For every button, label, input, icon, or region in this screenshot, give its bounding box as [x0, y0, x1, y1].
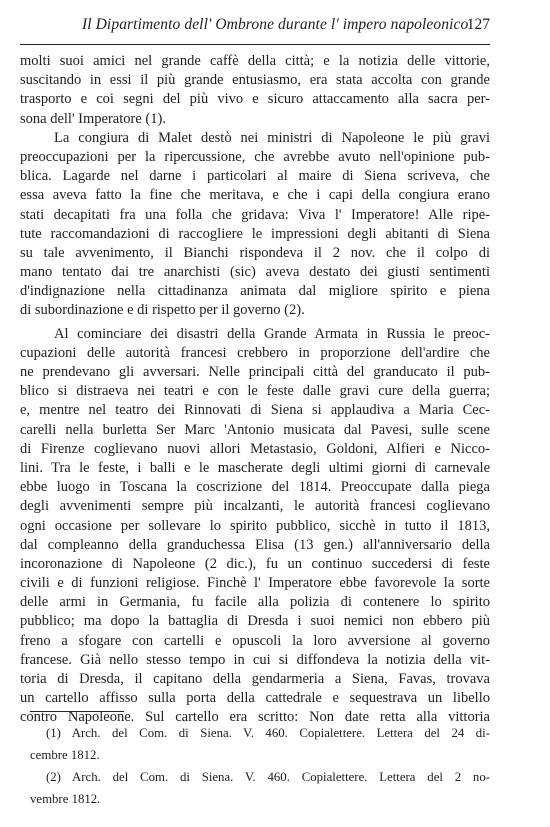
text-line: molti suoi amici nel grande caffè della città; e la notizia delle vittorie, [20, 53, 490, 69]
text-line: tute raccomandazioni di raccogliere le impressioni degli abitanti di Siena [20, 225, 490, 242]
text-line: civili e di funzioni religiose. Finchè l' Imperatore ebbe favorevole la sorte [20, 575, 490, 592]
footnotes [30, 722, 490, 810]
text-line: carelli nella burletta Ser Marc 'Antonio musicata dal Pavesi, sulle scene [20, 421, 490, 438]
text-line: su tale avvenimento, il Bianchi rispondeva il 2 nov. che il colpo di [20, 244, 490, 261]
running-title: Il Dipartimento dell' Ombrone durante l' impero napoleonico [82, 16, 469, 33]
footnote-line: vembre 1812. [30, 792, 101, 806]
text-line: blico si distraeva nei teatri e con le feste dalle gravi cure della guerra; [20, 383, 490, 400]
text-line: toria di Dresda, il capitano della gendarmeria a Siena, Favas, trovava [20, 671, 490, 687]
page-number: 127 [466, 16, 490, 33]
text-line: di subordinazione e di rispetto per il governo (2). [20, 302, 305, 319]
body-text [20, 52, 490, 728]
text-line: Al cominciare dei disastri della Grande Armata in Russia le preoc- [54, 325, 490, 342]
footnote-rule [30, 711, 124, 712]
text-line: ogni occasione per sollevare lo spirito pubblico, sicchè in tutto il 1813, [20, 517, 490, 534]
text-line: contro Napoleone. Sul cartello era scritto: Non date retta alla vittoria [20, 709, 490, 726]
text-line: francese. Già nello stesso tempo in cui si diffondeva la notizia della vit- [20, 651, 490, 668]
text-line: pubblico; ma dopo la battaglia di Dresda i suoi nemici non ebbero più [20, 613, 490, 630]
text-line: sona dell' Imperatore (1). [20, 110, 166, 127]
text-line: ebbe luogo in Toscana la coscrizione del 1814. Preoccupate dalla piega [20, 479, 490, 496]
text-line: La congiura di Malet destò nei ministri di Napoleone le più gravi [54, 129, 490, 146]
footnote-line: cembre 1812. [30, 748, 100, 762]
text-line: e, mentre nel teatro dei Rinnovati di Siena si applaudiva a Maria Cec- [20, 402, 490, 419]
text-line: ne prendevano gli avversari. Nelle principali città del granducato il pub- [20, 364, 490, 380]
text-line: freno a sfogare con cartelli e opuscoli la loro avversione al governo [20, 632, 490, 649]
text-line: preoccupazioni per la ripercussione, che avrebbe avuto nell'opinione pub- [20, 148, 490, 165]
page-header [20, 14, 490, 45]
text-line: incoronazione di Napoleone (2 dic.), fu un continuo succedersi di feste [20, 555, 490, 572]
text-line: essa aveva fatto la fine che meritava, e che i capi della congiura erano [20, 187, 490, 204]
text-line: un cartello affisso sulla porta della cattedrale e sequestrava un libello [20, 690, 490, 707]
text-line: cupazioni delle autorità francesi crebbero in proporzione dell'ardire che [20, 344, 490, 361]
text-line: blica. Lagarde nel darne i particolari al maire di Siena scriveva, che [20, 168, 490, 185]
text-line: trasporto e coi segni del più vivo e sicuro attaccamento alla sacra per- [20, 91, 490, 108]
text-line: suscitando in essi il più grande entusiasmo, era stata accolta con grande [20, 72, 490, 89]
text-line: d'indignazione nella cittadinanza animata dal migliore spirito e piena [20, 283, 490, 300]
text-line: dal compleanno della granduchessa Elisa (13 gen.) all'anniversario della [20, 536, 490, 553]
text-line: stati decapitati fra una folla che gridava: Viva l' Imperatore! Alle ripe- [20, 206, 490, 223]
footnote-line: (1) Arch. del Com. di Siena. V. 460. Copialettere. Lettera del 24 di- [46, 726, 490, 740]
text-line: di Firenze coglievano nuovi allori Metastasio, Goldoni, Alfieri e Nicco- [20, 440, 490, 457]
text-line: lini. Tra le feste, i balli e le mascherate degli ultimi giorni di carnevale [20, 459, 490, 476]
footnote-line: (2) Arch. del Com. di Siena. V. 460. Copialettere. Lettera del 2 no- [46, 770, 490, 784]
text-line: delle armi in Germania, fu facile alla polizia di contenere lo spirito [20, 594, 490, 611]
text-line: mano tentato dai tre anarchisti (sic) aveva destato dei giusti sentimenti [20, 264, 490, 281]
text-line: degli avvenimenti sempre più incalzanti, le autorità francesi coglievano [20, 498, 490, 515]
